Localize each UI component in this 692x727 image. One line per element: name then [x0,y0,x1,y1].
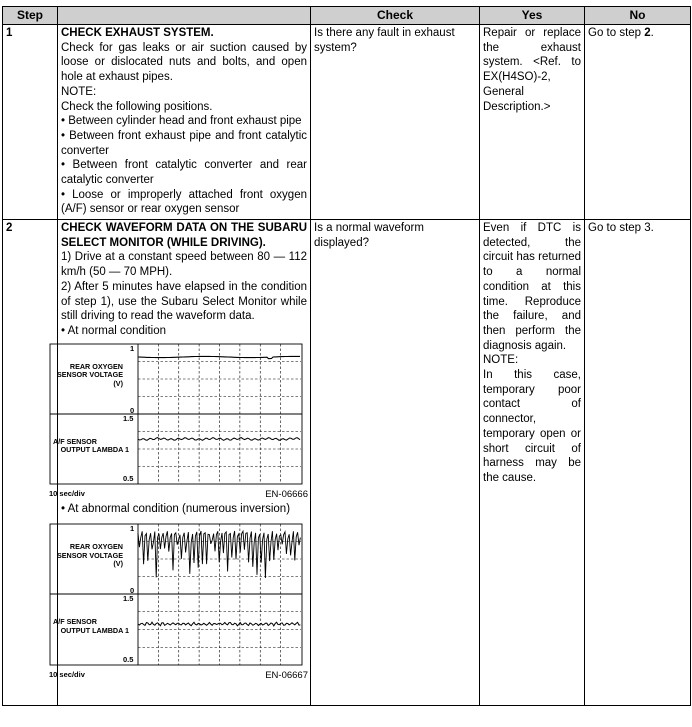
step-number: 1 [3,25,58,220]
yes-text: Even if DTC is detected, the circuit has returned to a normal condition at this time. Reproduce the failure, and then perform the diagnosis again. [483,222,581,352]
yes-cell: Repair or replace the exhaust system. <Ref. to EX(H4SO)-2, General Description.> [480,25,585,220]
bottom-panel-label [49,618,129,635]
no-suffix: . [650,27,654,39]
no-prefix: Go to step [588,27,645,39]
no-cell [585,25,691,220]
header-step-text [58,7,311,25]
table-row [3,220,691,706]
check-cell: Is there any fault in exhaust system? [311,25,480,220]
list-item: • Loose or improperly attached front oxygen (A/F) sensor or rear oxygen sensor [61,188,307,216]
chart-footer-abnormal [49,666,308,680]
time-per-div: 10 sec/div [49,670,85,680]
header-no: No [585,7,691,25]
time-per-div: 10 sec/div [49,488,85,498]
header-check: Check [311,7,480,25]
top-axis-max: 1 [130,343,135,353]
step-description [58,25,311,220]
bullet-normal: • At normal condition [61,324,167,337]
no-step-ref: 2 [644,27,651,39]
step-description [49,220,311,706]
top-panel-label [49,363,123,389]
step-title: CHECK EXHAUST SYSTEM. [61,27,214,39]
note-label: NOTE: [61,85,97,98]
bullet-abnormal: • At abnormal condition (numerous inversion) [61,502,291,515]
top-label-line1: REAR OXYGEN [69,542,123,552]
top-label-line1: REAR OXYGEN [69,361,123,371]
figure-id: EN-06667 [265,670,308,682]
figure-id: EN-06666 [265,488,308,500]
step-paragraph: Check for gas leaks or air suction caused by loose or dislocated nuts and bolts, and open hole at exhaust pipes. [61,41,307,84]
bottom-label-line1: A/F SENSOR [53,617,97,627]
table-row [3,25,691,220]
bottom-label-line1: A/F SENSOR [53,436,97,446]
check-cell: Is a normal waveform displayed? [311,220,480,706]
bottom-axis-min: 0.5 [123,655,134,665]
step-instruction-1: 1) Drive at a constant speed between 80 — 112 km/h (50 — 70 MPH). [61,251,307,279]
bottom-label-line2: OUTPUT LAMBDA 1 [60,625,129,635]
bottom-axis-max: 1.5 [123,413,134,423]
top-label-line2: SENSOR VOLTAGE [56,550,123,560]
list-item: • Between front catalytic converter and rear catalytic converter [61,159,307,187]
top-label-unit: (V) [113,378,123,388]
bottom-axis-max: 1.5 [123,594,134,604]
note-intro: Check the following positions. [61,100,213,113]
yes-note-label: NOTE: [483,354,519,367]
header-step: Step [3,7,58,25]
troubleshooting-table [2,6,691,706]
top-label-line2: SENSOR VOLTAGE [56,370,123,380]
step-number: 2 [3,220,58,706]
list-item: • Between cylinder head and front exhaust pipe [61,115,302,128]
top-axis-min: 0 [130,586,135,596]
header-yes: Yes [480,7,585,25]
top-panel-label [49,543,123,569]
bottom-panel-label [49,438,129,455]
waveform-chart-abnormal [49,523,303,666]
waveform-chart-normal [49,343,303,485]
bottom-axis-min: 0.5 [123,473,134,483]
list-item: • Between front exhaust pipe and front catalytic converter [61,129,307,157]
top-label-unit: (V) [113,559,123,569]
header-row [3,7,691,25]
yes-cell [480,220,585,706]
bottom-label-line2: OUTPUT LAMBDA 1 [60,445,129,455]
top-axis-min: 0 [130,405,135,415]
step-title: CHECK WAVEFORM DATA ON THE SUBARU SELECT MONITOR (WHILE DRIVING). [61,222,307,249]
af-sensor-trace [138,437,300,440]
chart-footer-normal [49,485,308,499]
yes-note-text: In this case, temporary poor contact of connector, temporary open or short circuit of harness may be the cause. [483,369,581,484]
rear-oxygen-trace [138,356,300,358]
top-axis-max: 1 [130,524,135,534]
step-instruction-2: 2) After 5 minutes have elapsed in the condition of step 1), use the Subaru Select Monitor while still driving to read the waveform data. [61,280,307,323]
no-cell: Go to step 3. [585,220,691,706]
